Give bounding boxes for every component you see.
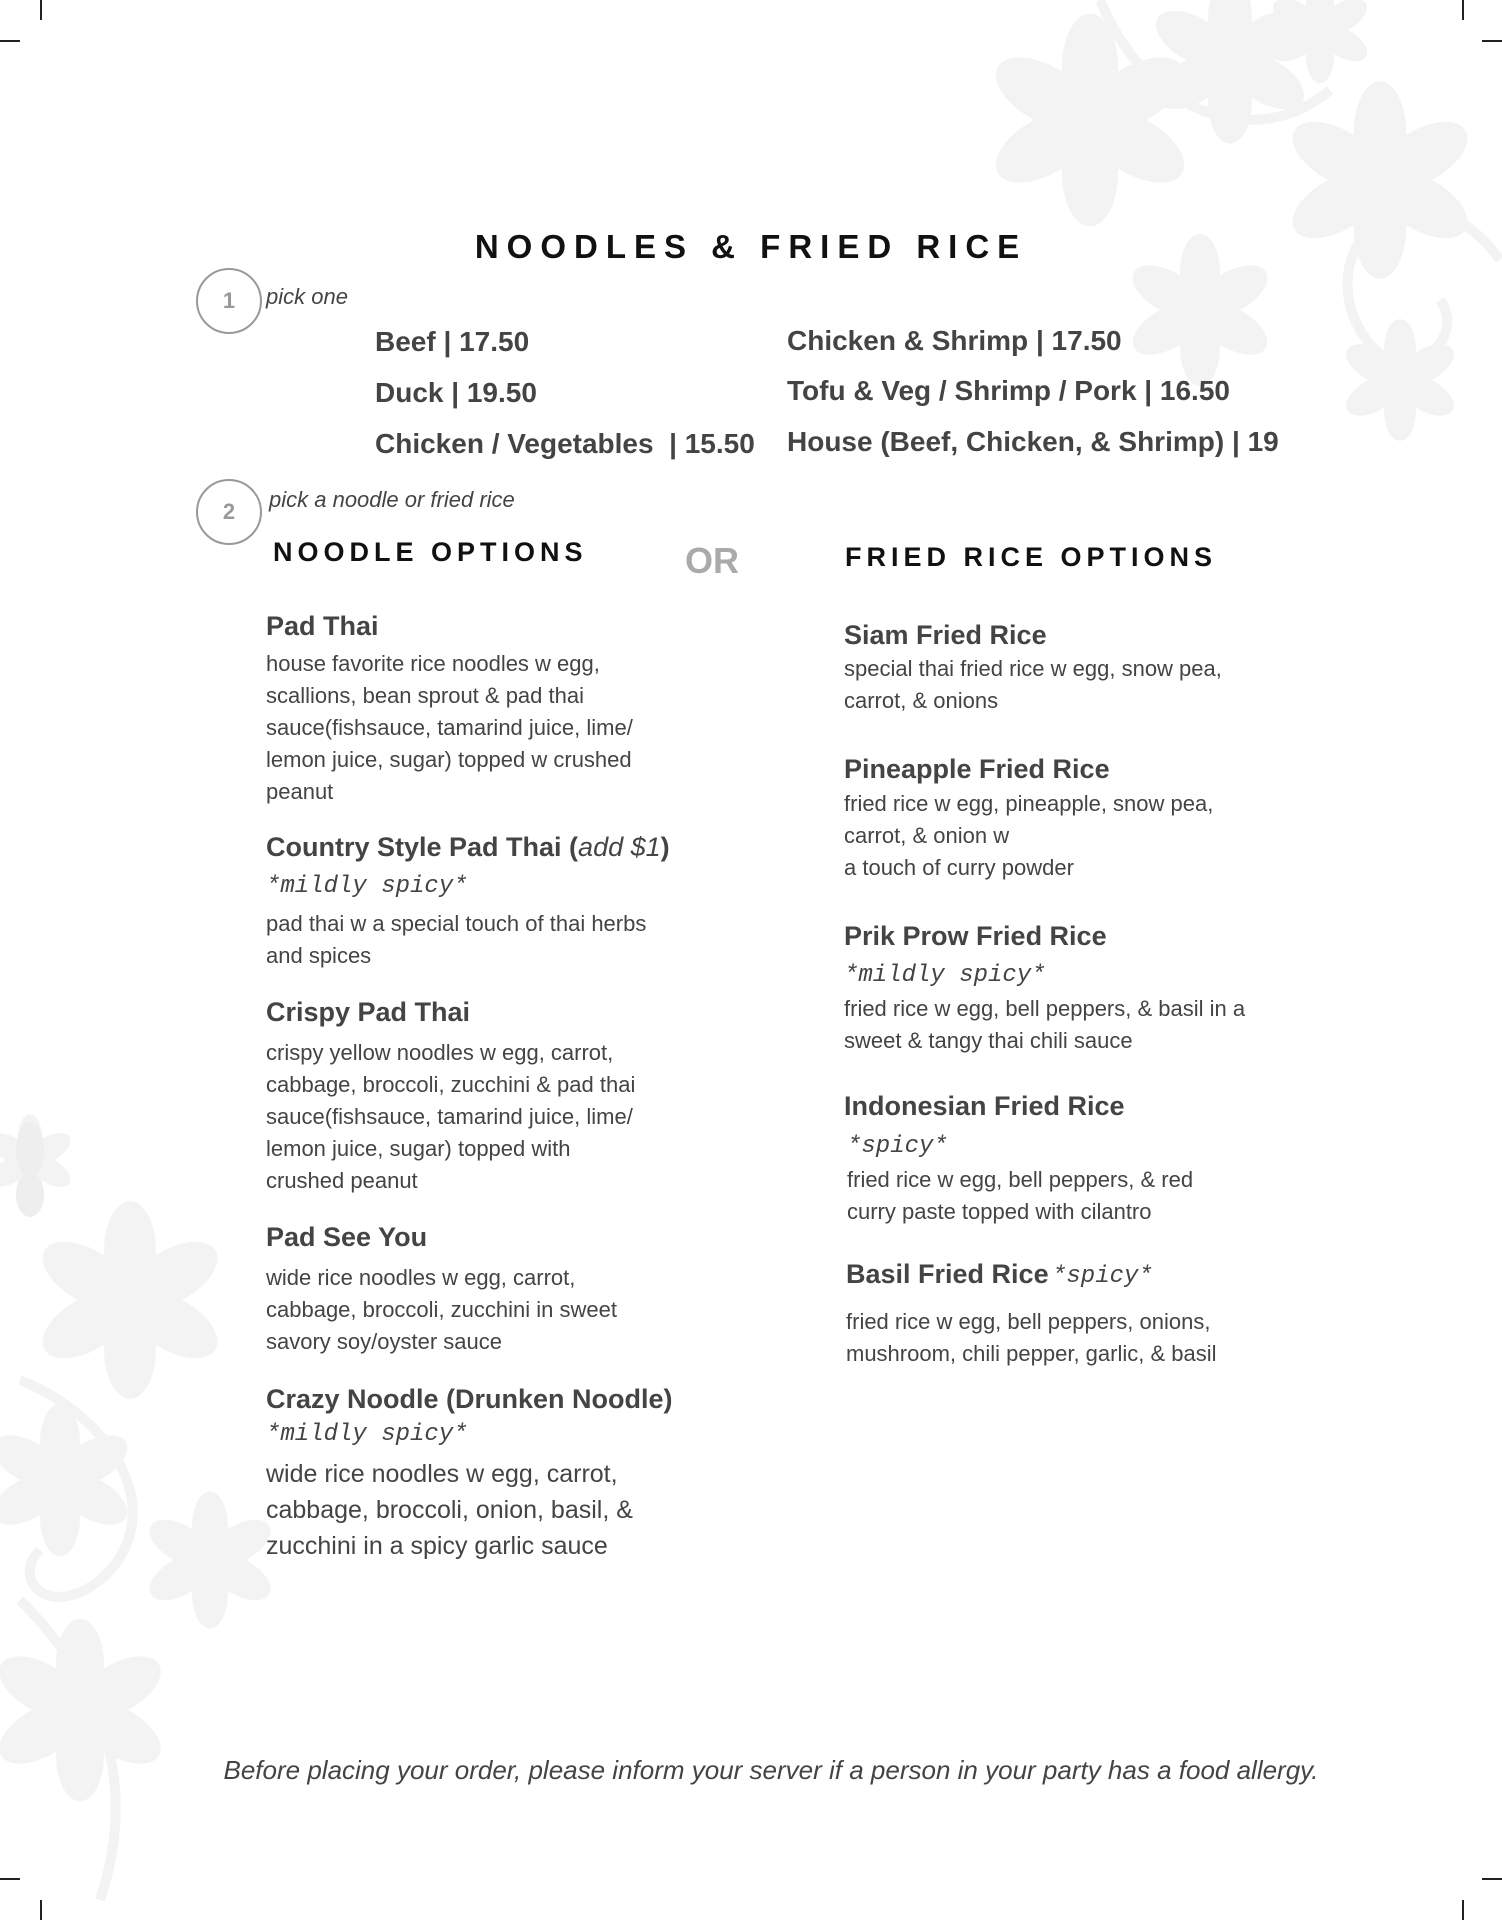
dish-description (844, 788, 1213, 884)
dish-name-country-style-pad-thai (266, 832, 670, 863)
description-line: crispy yellow noodles w egg, carrot, (266, 1040, 614, 1065)
dish-name-siam-fried-rice: Siam Fried Rice (844, 620, 1047, 650)
description-line: sauce(fishsauce, tamarind juice, lime/ (266, 1104, 633, 1129)
description-line: special thai fried rice w egg, snow pea, (844, 656, 1222, 681)
step-one-number: 1 (222, 288, 236, 313)
step-two-instruction: pick a noodle or fried rice (269, 487, 515, 512)
step-one-instruction: pick one (266, 284, 348, 309)
dish-name-text: Country Style Pad Thai ( (266, 832, 579, 862)
dish-name-prik-prow-fried-rice: Prik Prow Fried Rice (844, 921, 1107, 951)
spice-level: *mildly spicy* (266, 1421, 468, 1448)
dish-description (266, 1262, 617, 1358)
dish-description (846, 1306, 1217, 1370)
dish-name-crazy-noodle: Crazy Noodle (Drunken Noodle) (266, 1384, 673, 1414)
description-line: lemon juice, sugar) topped with (266, 1136, 571, 1161)
dish-name-text: ) (660, 832, 670, 862)
step-two-number: 2 (222, 499, 236, 524)
description-line: zucchini in a spicy garlic sauce (266, 1532, 608, 1560)
protein-option: Duck | 19.50 (375, 377, 537, 408)
protein-option: Chicken / Vegetables | 15.50 (375, 428, 755, 459)
protein-option: Chicken & Shrimp | 17.50 (787, 325, 1122, 356)
step-one-badge (196, 268, 262, 334)
dish-description (266, 1037, 635, 1197)
menu-title: NOODLES & FRIED RICE (474, 228, 1028, 265)
spice-level: *mildly spicy* (266, 873, 468, 900)
description-line: fried rice w egg, bell peppers, & red (847, 1167, 1194, 1192)
description-line: cabbage, broccoli, onion, basil, & (266, 1496, 633, 1524)
fried-rice-options-heading: FRIED RICE OPTIONS (845, 542, 1218, 572)
description-line: lemon juice, sugar) topped w crushed (266, 747, 632, 772)
description-line: and spices (266, 943, 372, 968)
dish-description (266, 648, 633, 808)
description-line: a touch of curry powder (844, 855, 1074, 880)
dish-name-pad-see-you: Pad See You (266, 1222, 428, 1252)
or-divider: OR (685, 540, 739, 581)
description-line: sauce(fishsauce, tamarind juice, lime/ (266, 715, 633, 740)
description-line: wide rice noodles w egg, carrot, (266, 1265, 576, 1290)
dish-name-crispy-pad-thai: Crispy Pad Thai (266, 997, 471, 1027)
description-line: peanut (266, 779, 334, 804)
description-line: house favorite rice noodles w egg, (266, 651, 600, 676)
description-line: curry paste topped with cilantro (847, 1199, 1152, 1224)
description-line: carrot, & onions (844, 688, 999, 713)
description-line: carrot, & onion w (844, 823, 1010, 848)
description-line: fried rice w egg, bell peppers, & basil in a (844, 996, 1246, 1021)
step-two-badge (196, 479, 262, 545)
description-line: mushroom, chili pepper, garlic, & basil (846, 1341, 1217, 1366)
spice-level: *spicy* (1052, 1263, 1153, 1290)
description-line: fried rice w egg, pineapple, snow pea, (844, 791, 1214, 816)
description-line: sweet & tangy thai chili sauce (844, 1028, 1133, 1053)
dish-name-basil-fried-rice: Basil Fried Rice (846, 1259, 1049, 1289)
description-line: pad thai w a special touch of thai herbs (266, 911, 647, 936)
dish-description (266, 1456, 633, 1564)
dish-name-pad-thai: Pad Thai (266, 611, 379, 641)
dish-description (847, 1164, 1193, 1228)
protein-option: Tofu & Veg / Shrimp / Pork | 16.50 (787, 375, 1230, 406)
description-line: fried rice w egg, bell peppers, onions, (846, 1309, 1211, 1334)
dish-description (266, 908, 646, 972)
dish-name-pineapple-fried-rice: Pineapple Fried Rice (844, 754, 1110, 784)
spice-level: *spicy* (847, 1133, 948, 1160)
dish-name-indonesian-fried-rice: Indonesian Fried Rice (844, 1091, 1125, 1121)
description-line: cabbage, broccoli, zucchini & pad thai (266, 1072, 636, 1097)
dish-description (844, 993, 1245, 1057)
protein-option: Beef | 17.50 (375, 326, 530, 357)
description-line: scallions, bean sprout & pad thai (266, 683, 584, 708)
description-line: wide rice noodles w egg, carrot, (266, 1460, 618, 1488)
description-line: savory soy/oyster sauce (266, 1329, 502, 1354)
protein-option: House (Beef, Chicken, & Shrimp) | 19 (787, 426, 1279, 457)
description-line: crushed peanut (266, 1168, 418, 1193)
allergy-notice: Before placing your order, please inform your server if a person in your party has a food allergy. (223, 1755, 1319, 1785)
description-line: cabbage, broccoli, zucchini in sweet (266, 1297, 617, 1322)
noodle-options-heading: NOODLE OPTIONS (273, 537, 588, 567)
spice-level: *mildly spicy* (844, 962, 1046, 989)
add-on-price: add $1 (578, 832, 661, 862)
dish-description (844, 653, 1222, 717)
